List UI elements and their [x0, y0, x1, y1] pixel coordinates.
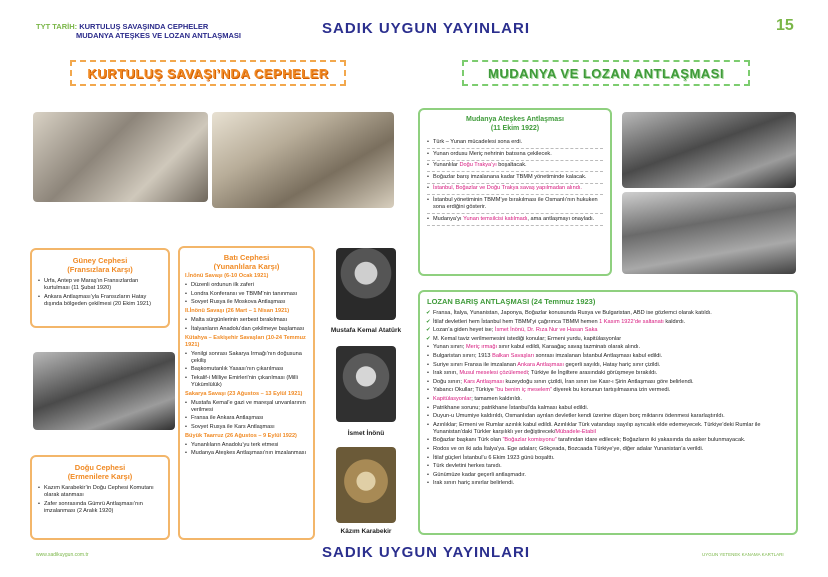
item-text: Türk – Yunan mücadelesi sona erdi.: [433, 139, 523, 145]
header-brand: SADIK UYGUN YAYINLARI: [322, 20, 530, 37]
list-item: [427, 362, 789, 369]
bati-section-heading: Sakarya Savaşı (23 Ağustos – 13 Eylül 1921): [185, 390, 303, 397]
list-item: • Sovyet Rusya ile Moskova Antlaşması: [185, 299, 308, 306]
list-item: [427, 327, 789, 334]
list-item: [427, 455, 789, 462]
war-photo-painting: [212, 112, 394, 208]
footer-website: www.sadikuygun.com.tr: [36, 552, 89, 558]
item-highlight: “Boğazlar komisyonu”: [502, 437, 557, 444]
dogu-title: Doğu Cephesi: [74, 463, 126, 472]
list-item: [427, 472, 789, 479]
item-text: diyerek bu konunun tartışılmasına izin vermedi.: [551, 387, 671, 394]
item-text: İtilaf güçleri İstanbul’u 6 Ekim 1923 günü boşalttı.: [433, 454, 555, 461]
list-item: [427, 405, 789, 412]
list-item: [427, 151, 603, 161]
item-text: Boğazlar barış imzalanana kadar TBMM yönetiminde kalacak.: [433, 173, 587, 180]
item-text: Irak sınırı hariç sınırlar belirlendi.: [433, 480, 515, 487]
lozan-title: LOZAN BARIŞ ANTLAŞMASI (24 Temmuz 1923): [427, 297, 596, 306]
list-item: • Tekalif-i Milliye Emirleri’nin çıkarılması (Milli Yükümlülük): [185, 375, 308, 389]
item-text: ; Türkiye ile İngiltere arasındaki görüşmeye bırakıldı.: [527, 370, 658, 377]
item-highlight: Mübadele-Etabil: [555, 428, 596, 435]
mudanya-list: [427, 139, 603, 226]
header-topic-line2: MUDANYA ATEŞKES VE LOZAN ANTLAŞMASI: [76, 31, 242, 40]
item-text: Günümüze kadar geçerli antlaşmadır.: [433, 471, 526, 478]
item-highlight: Ankara Antlaşması: [517, 361, 564, 368]
footer-brand: SADIK UYGUN YAYINLARI: [322, 544, 530, 561]
item-text: Mudanya’yı: [433, 215, 464, 222]
portrait-ataturk: [336, 248, 396, 320]
item-highlight: Yunan temsilcisi katılmadı: [463, 215, 528, 222]
item-text: tarafından idare edilecek; Boğazların iki yakasında da asker bulunmayacak.: [556, 437, 746, 444]
list-item: [427, 319, 789, 326]
dogu-cephesi-box: [30, 455, 170, 540]
banner-cepheler: KURTULUŞ SAVAŞI’NDA CEPHELER: [70, 60, 346, 86]
list-item: • Mustafa Kemal’e gazi ve mareşal unvanlarının verilmesi: [185, 400, 308, 414]
list-item: [427, 353, 789, 360]
list-item: • Londra Konferansı ve TBMM’nin tanınması: [185, 291, 308, 298]
list-item: • Ankara Antlaşması’yla Fransızların Hatay dışında bölgeden çekilmesi (20 Ekim 1921): [38, 294, 162, 308]
bati-section-heading: I.İnönü Savaşı (6-10 Ocak 1921): [185, 273, 269, 279]
bati-cephesi-box: [178, 246, 315, 540]
mudanya-box: [418, 108, 612, 276]
item-text: Yunan sınırı;: [433, 344, 466, 351]
item-highlight: “bu benim iç meselem”: [495, 387, 552, 394]
list-item: [427, 185, 603, 195]
item-text: M. Kemal taviz verilmemesini istediği konular; Ermeni yurdu, kapitülasyonlar: [433, 335, 622, 342]
mudanya-title: Mudanya Ateşkes Antlaşması: [466, 116, 564, 123]
list-item: [427, 162, 603, 172]
list-item: • Yunanlıların Anadolu’yu terk etmesi: [185, 442, 308, 449]
portrait-karabekir: [336, 447, 396, 523]
item-text: Yunan ordusu Meriç nehrinin batısına çekilecek.: [433, 150, 552, 157]
item-highlight: 1 Kasım 1922’de saltanatı: [599, 318, 664, 325]
list-item: [427, 396, 789, 403]
item-highlight: İstanbul, Boğazlar ve Doğu Trakya savaş yapılmadan alındı.: [433, 185, 582, 192]
item-text: boşaltacak.: [496, 162, 527, 169]
item-highlight: Meriç ırmağı: [465, 344, 498, 351]
item-text: sınır kabul edildi, Karaağaç savaş tazminatı olarak alındı.: [497, 344, 641, 351]
army-photo: [33, 352, 175, 430]
guney-cephesi-box: [30, 248, 170, 328]
bati-section-heading: Büyük Taarruz (26 Ağustos – 9 Eylül 1922): [185, 432, 297, 439]
list-item: • Urfa, Antep ve Maraş’ın Fransızlardan kurtulması (11 Şubat 1920): [38, 278, 162, 292]
item-text: Fransa, İtalya, Yunanistan, Japonya, Boğazlar konusunda Rusya ve Bulgaristan, ABD ise gözlemci olarak katıldı.: [433, 310, 712, 316]
list-item: [427, 422, 789, 436]
bati-section-heading: Kütahya – Eskişehir Savaşları (10-24 Temmuz 1921): [185, 334, 306, 348]
list-item: [427, 310, 789, 317]
item-text: Boğazlar başkanı Türk olan: [433, 437, 503, 444]
header-label: TYT TARİH:: [36, 22, 78, 31]
item-text: Patrikhane sorunu; patrikhane İstanbul’da kalması kabul edildi.: [433, 404, 589, 411]
list-item: [427, 344, 789, 351]
list-item: [427, 336, 789, 343]
item-text: Doğu sınırı;: [433, 378, 464, 385]
item-text: Azınlıklar; Ermeni ve Rumlar azınlık kabul edildi. Azınlıklar Türk vatandaşı sayılıp ayrıcalık elde edemeyecek. Türkiye’deki Rumlar ile Yunanistan’daki Türkler karşılıklı yer değiştirecek/: [433, 421, 761, 435]
dogu-subtitle: (Ermenilere Karşı): [67, 472, 133, 481]
list-item: [427, 480, 789, 487]
banner-mudanya-lozan: MUDANYA VE LOZAN ANTLAŞMASI: [462, 60, 750, 86]
list-item: [427, 174, 603, 184]
lozan-box: [418, 290, 798, 535]
item-text: Türk devletini herkes tanıdı.: [433, 463, 502, 470]
list-item: • Kazım Karabekir’in Doğu Cephesi Komutanı olarak atanması: [38, 485, 162, 499]
guney-subtitle: (Fransızlara Karşı): [67, 265, 133, 274]
item-text: İtilaf devletleri hem İstanbul hem TBMM’yi çağırınca TBMM hemen: [433, 318, 600, 325]
item-text: Yunanlılar: [433, 162, 460, 169]
item-text: geçerli sayıldı, Hatay hariç sınır çizildi.: [563, 361, 661, 368]
item-text: Rodos ve on iki ada İtalya’ya. Ege adaları; Gökçeada, Bozcaada Türkiye’ye, diğer adalar Yunanistan’a verildi.: [433, 445, 704, 452]
war-photo-convoy: [33, 112, 208, 202]
list-item: [427, 139, 603, 149]
list-item: [427, 379, 789, 386]
caption-inonu: İsmet İnönü: [347, 430, 385, 437]
list-item: • Başkomutanlık Yasası’nın çıkarılması: [185, 366, 308, 373]
item-text: , ama antlaşmayı onayladı.: [527, 215, 595, 222]
item-highlight: Kars Antlaşması: [463, 378, 504, 385]
item-text: İstanbul yönetiminin TBMM’ye bırakılması ile Osmanlı’nın hukuken sona erdiğini gösterir.: [433, 196, 598, 210]
lozan-list: [427, 310, 789, 487]
guney-title: Güney Cephesi: [72, 256, 128, 265]
list-item: [427, 463, 789, 470]
list-item: [427, 413, 789, 420]
item-highlight: Balkan Savaşları: [492, 352, 535, 359]
item-text: Yabancı Okullar; Türkiye: [433, 387, 496, 394]
list-item: [427, 370, 789, 377]
delegation-photo: [622, 112, 796, 188]
lozan-conference-photo: [622, 192, 796, 274]
item-text: kuzeydoğu sınırı çizildi, İran sınırı ise Kasr-ı Şirin Antlaşması göre belirlendi.: [503, 378, 694, 385]
item-highlight: Kapitülasyonlar: [433, 395, 472, 402]
item-text: Irak sınırı,: [433, 370, 460, 377]
item-text: Lozan’a giden heyet ise;: [433, 327, 495, 334]
item-text: sonrası imzalanan İstanbul Antlaşması kabul edildi.: [534, 352, 663, 359]
item-text: kaldırdı.: [663, 318, 686, 325]
item-text: ; tamamen kaldırıldı.: [471, 395, 522, 402]
list-item: [427, 216, 603, 226]
bati-section-heading: II.İnönü Savaşı (26 Mart – 1 Nisan 1921): [185, 308, 290, 314]
list-item: • Fransa ile Ankara Antlaşması: [185, 415, 308, 422]
list-item: • Sovyet Rusya ile Kars Antlaşması: [185, 424, 308, 431]
item-text: Suriye sınırı Fransa ile imzalanan: [433, 361, 518, 368]
list-item: • İtalyanların Anadolu’dan çekilmeye başlaması: [185, 326, 308, 333]
item-highlight: Musul meselesi çözülemedi: [459, 370, 528, 377]
mudanya-date: (11 Ekim 1922): [490, 125, 540, 132]
item-highlight: Doğu Trakya’yı: [459, 162, 497, 169]
list-item: [427, 446, 789, 453]
header-topic-line1: KURTULUŞ SAVAŞINDA CEPHELER: [79, 22, 209, 31]
list-item: • Yenilgi sonrası Sakarya Irmağı’nın doğusuna çekiliş: [185, 351, 308, 365]
list-item: [427, 437, 789, 444]
list-item: • Malta sürgünlerinin serbest bırakılması: [185, 317, 308, 324]
caption-ataturk: Mustafa Kemal Atatürk: [330, 327, 402, 334]
page-number: 15: [776, 17, 794, 34]
portrait-inonu: [336, 346, 396, 422]
list-item: • Mudanya Ateşkes Antlaşması’nın imzalanması: [185, 450, 308, 457]
header-topic: [36, 22, 241, 40]
item-text: Bulgaristan sınırı; 1913: [433, 352, 493, 359]
item-highlight: İsmet İnönü, Dr. Rıza Nur ve Hasan Saka: [494, 327, 598, 334]
caption-karabekir: Kâzım Karabekir: [340, 528, 392, 535]
list-item: [427, 387, 789, 394]
bati-title: Batı Cephesi: [223, 253, 270, 262]
list-item: • Zafer sonrasında Gümrü Antlaşması’nın imzalanması (2 Aralık 1920): [38, 501, 162, 515]
list-item: • Düzenli ordunun ilk zaferi: [185, 282, 308, 289]
footer-series: UYGUN YETENEK KANAMA KARTLARI: [702, 552, 784, 557]
bati-subtitle: (Yunanlılara Karşı): [213, 262, 280, 271]
list-item: [427, 197, 603, 214]
item-text: Duyun-u Umumiye kaldırıldı, Osmanlıdan ayrılan devletler kendi üzerine düşen borç miktarını ödenmesi kararlaştırıldı.: [433, 413, 725, 420]
